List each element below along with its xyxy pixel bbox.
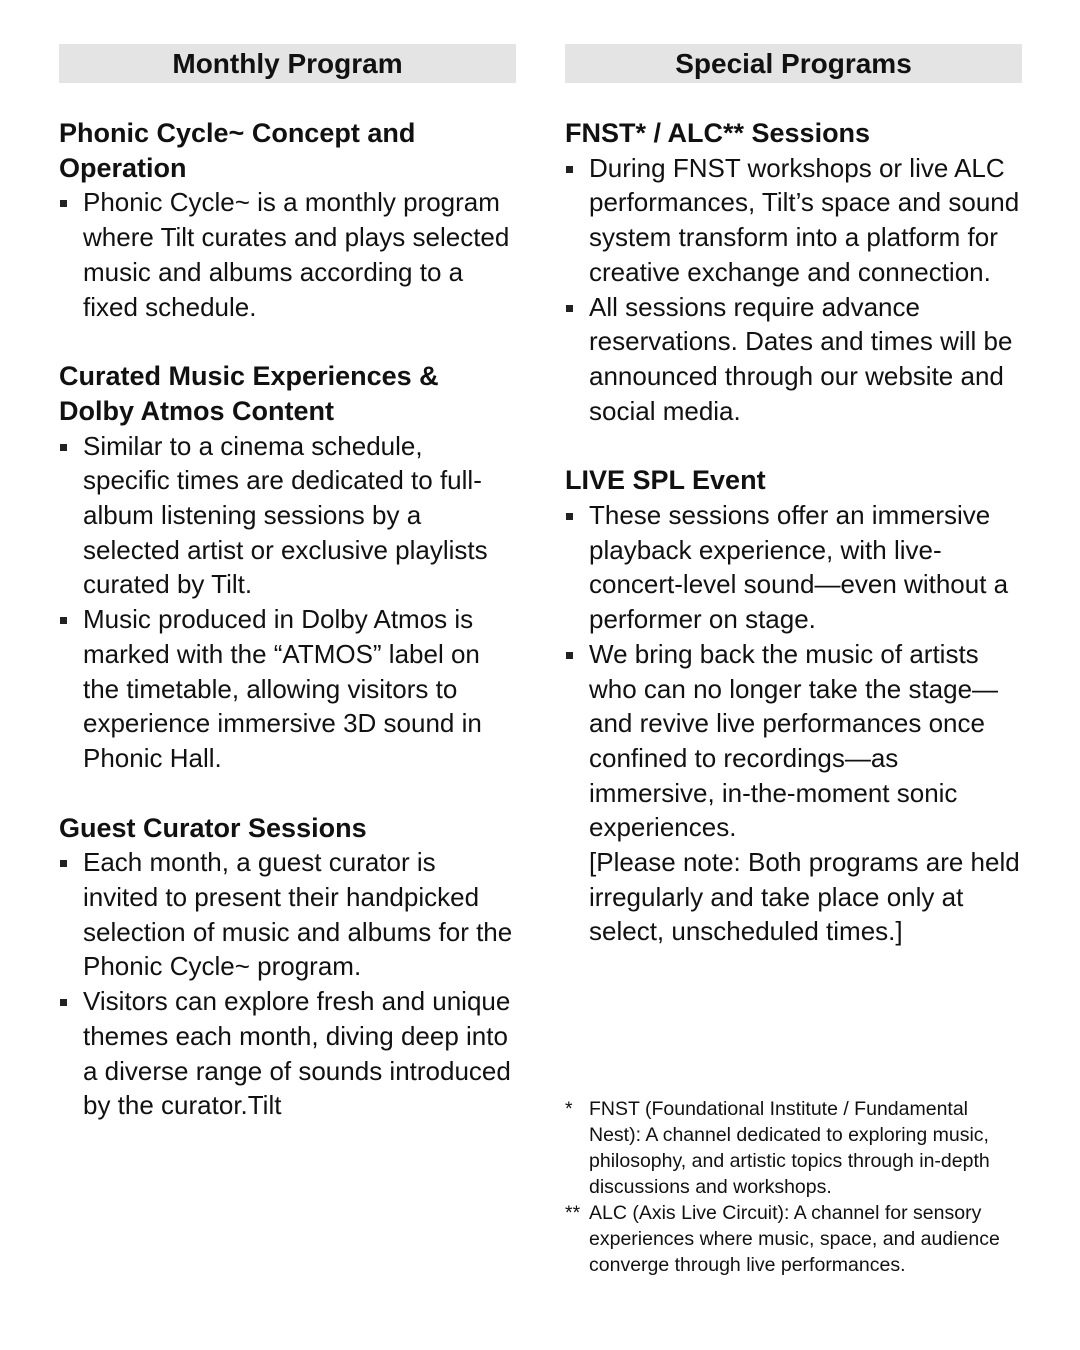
footnote-alc bbox=[565, 1200, 1025, 1278]
monthly-program-header: Monthly Program bbox=[59, 44, 516, 83]
footnote-fnst bbox=[565, 1096, 1025, 1200]
bullet-list bbox=[565, 151, 1022, 429]
section-title: Phonic Cycle~ Concept and Operation bbox=[59, 118, 416, 183]
monthly-program-column bbox=[59, 44, 516, 1158]
list-item: Each month, a guest curator is invited to present their handpicked selection of music and albums for the Phonic Cycle~ program. bbox=[59, 845, 516, 984]
bullet-list bbox=[59, 185, 516, 324]
bullet-list bbox=[565, 498, 1022, 949]
list-item: Similar to a cinema schedule, specific times are dedicated to full-album listening sessions by a selected artist or exclusive playlists curated by Tilt. bbox=[59, 429, 516, 603]
section-title: FNST* / ALC** Sessions bbox=[565, 118, 871, 148]
curated-music-section bbox=[59, 359, 516, 775]
list-item: Music produced in Dolby Atmos is marked with the “ATMOS” label on the timetable, allowing visitors to experience immersive 3D sound in Phonic Hall. bbox=[59, 602, 516, 776]
special-programs-column bbox=[565, 44, 1022, 984]
section-title: Guest Curator Sessions bbox=[59, 812, 367, 843]
special-programs-header: Special Programs bbox=[565, 44, 1022, 83]
list-item: During FNST workshops or live ALC performances, Tilt’s space and sound system transform into a platform for creative exchange and connection. bbox=[565, 151, 1022, 290]
bullet-list bbox=[59, 429, 516, 776]
footnote-marker: * bbox=[565, 1098, 573, 1120]
guest-curator-section bbox=[59, 811, 516, 1123]
bullet-list bbox=[59, 845, 516, 1123]
live-spl-section bbox=[565, 463, 1022, 949]
list-item: We bring back the music of artists who can no longer take the stage—and revive live performances once confined to recordings—as immersive, in-the-moment sonic experiences. [Please note: Both programs are held irregularly and take place only at select, unscheduled times.] bbox=[565, 637, 1022, 949]
list-item: Visitors can explore fresh and unique themes each month, diving deep into a diverse range of sounds introduced by the curator.Tilt bbox=[59, 984, 516, 1123]
list-item: Phonic Cycle~ is a monthly program where Tilt curates and plays selected music and albums according to a fixed schedule. bbox=[59, 185, 516, 324]
footnote-text: FNST (Foundational Institute / Fundamental Nest): A channel dedicated to exploring music, philosophy, and artistic topics through in-depth discussions and workshops. bbox=[589, 1098, 990, 1198]
list-item: All sessions require advance reservations. Dates and times will be announced through our website and social media. bbox=[565, 290, 1022, 429]
list-item: These sessions offer an immersive playback experience, with live-concert-level sound—even without a performer on stage. bbox=[565, 498, 1022, 637]
footnote-text: ALC (Axis Live Circuit): A channel for sensory experiences where music, space, and audience converge through live performances. bbox=[589, 1202, 1000, 1276]
footnotes bbox=[565, 1096, 1025, 1278]
schedule-note: [Please note: Both programs are held irregularly and take place only at select, unscheduled times.] bbox=[589, 847, 1020, 947]
section-title: Curated Music Experiences & Dolby Atmos Content bbox=[59, 361, 439, 426]
section-title: LIVE SPL Event bbox=[565, 465, 766, 496]
footnote-marker: ** bbox=[565, 1202, 581, 1224]
fnst-alc-section bbox=[565, 116, 1022, 428]
phonic-cycle-section bbox=[59, 116, 516, 324]
